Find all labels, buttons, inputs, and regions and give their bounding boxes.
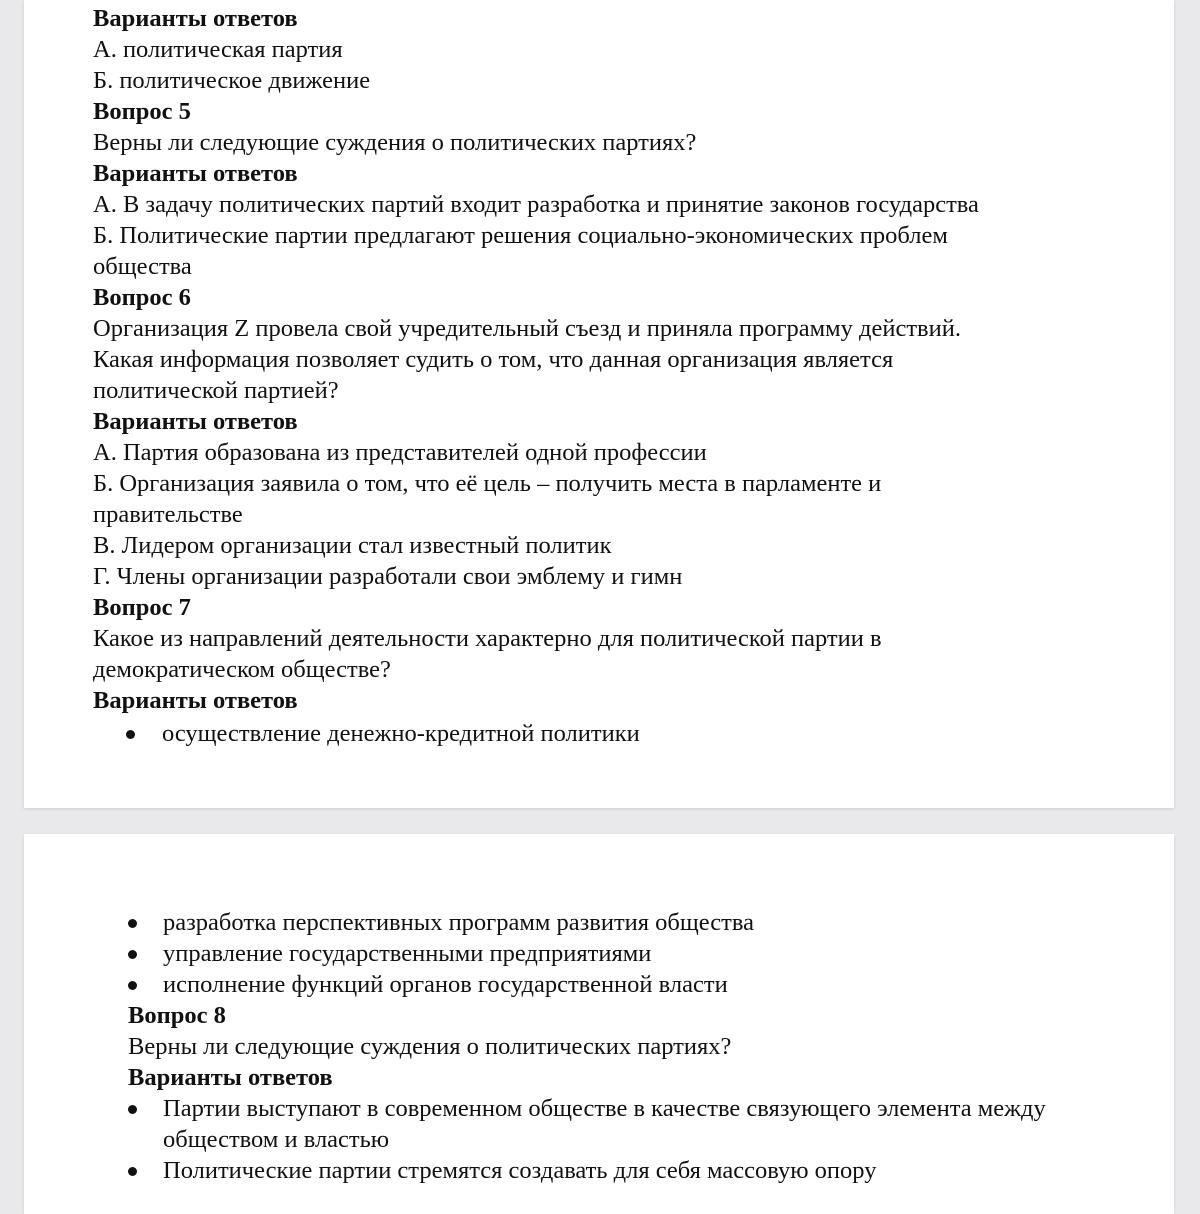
document-page-1 [24, 0, 1174, 808]
heading-line: Варианты ответов [93, 408, 298, 435]
text-line: Б. Организация заявила о том, что её цель – получить места в парламенте и [93, 470, 882, 497]
page-1-lines [93, 3, 1133, 716]
bullet-text: Политические партии стремятся создавать для себя массовую опору [163, 1157, 877, 1184]
bullet-item [128, 938, 1138, 969]
text-line: Г. Члены организации разработали свои эмблему и гимн [93, 563, 683, 590]
text-line: Организация Z провела свой учредительный съезд и приняла программу действий. [93, 315, 961, 342]
question-8-title: Вопрос 8 [128, 1002, 226, 1029]
text-line: общества [93, 253, 192, 280]
bullet-text: исполнение функций органов государственной власти [163, 971, 728, 998]
text-line: В. Лидером организации стал известный политик [93, 532, 612, 559]
text-line: Б. Политические партии предлагают решения социально-экономических проблем [93, 222, 948, 249]
text-line: А. Партия образована из представителей одной профессии [93, 439, 707, 466]
answers-label: Варианты ответов [128, 1064, 333, 1091]
heading-line: Вопрос 5 [93, 98, 191, 125]
question-7-options-continued [128, 907, 1138, 1000]
heading-line: Варианты ответов [93, 5, 298, 32]
bullet-item [93, 718, 1133, 749]
document-page-2 [24, 834, 1174, 1214]
text-line: Б. политическое движение [93, 67, 371, 94]
page-2-content [128, 907, 1138, 1186]
text-line: Какое из направлений деятельности характерно для политической партии в [93, 625, 882, 652]
bullet-dot-icon [128, 919, 137, 928]
bullet-item [128, 969, 1138, 1000]
bullet-text: осуществление денежно-кредитной политики [162, 720, 640, 747]
text-line: А. политическая партия [93, 36, 343, 63]
page-1-content [93, 3, 1133, 749]
bullet-dot-icon [128, 1167, 137, 1176]
heading-line: Варианты ответов [93, 687, 298, 714]
bullet-item [128, 1155, 1138, 1186]
text-line: Какая информация позволяет судить о том, что данная организация является [93, 346, 894, 373]
text-line: демократическом обществе? [93, 656, 391, 683]
text-line: правительстве [93, 501, 243, 528]
heading-line: Вопрос 6 [93, 284, 191, 311]
heading-line: Вопрос 7 [93, 594, 191, 621]
bullet-text: управление государственными предприятиями [163, 940, 652, 967]
question-7-options [93, 718, 1133, 749]
bullet-item [128, 907, 1138, 938]
question-8-options [128, 1093, 1138, 1186]
bullet-dot-icon [128, 1105, 137, 1114]
text-line: Верны ли следующие суждения о политических партиях? [93, 129, 697, 156]
bullet-dot-icon [126, 730, 135, 739]
bullet-dot-icon [128, 981, 137, 990]
bullet-dot-icon [128, 950, 137, 959]
text-line: А. В задачу политических партий входит разработка и принятие законов государства [93, 191, 979, 218]
text-line: политической партией? [93, 377, 339, 404]
heading-line: Варианты ответов [93, 160, 298, 187]
bullet-text: разработка перспективных программ развития общества [163, 909, 754, 936]
question-8-text: Верны ли следующие суждения о политических партиях? [128, 1033, 732, 1060]
bullet-text: Партии выступают в современном обществе в качестве связующего элемента между обществом и властью [163, 1095, 1046, 1153]
bullet-item [128, 1093, 1138, 1155]
